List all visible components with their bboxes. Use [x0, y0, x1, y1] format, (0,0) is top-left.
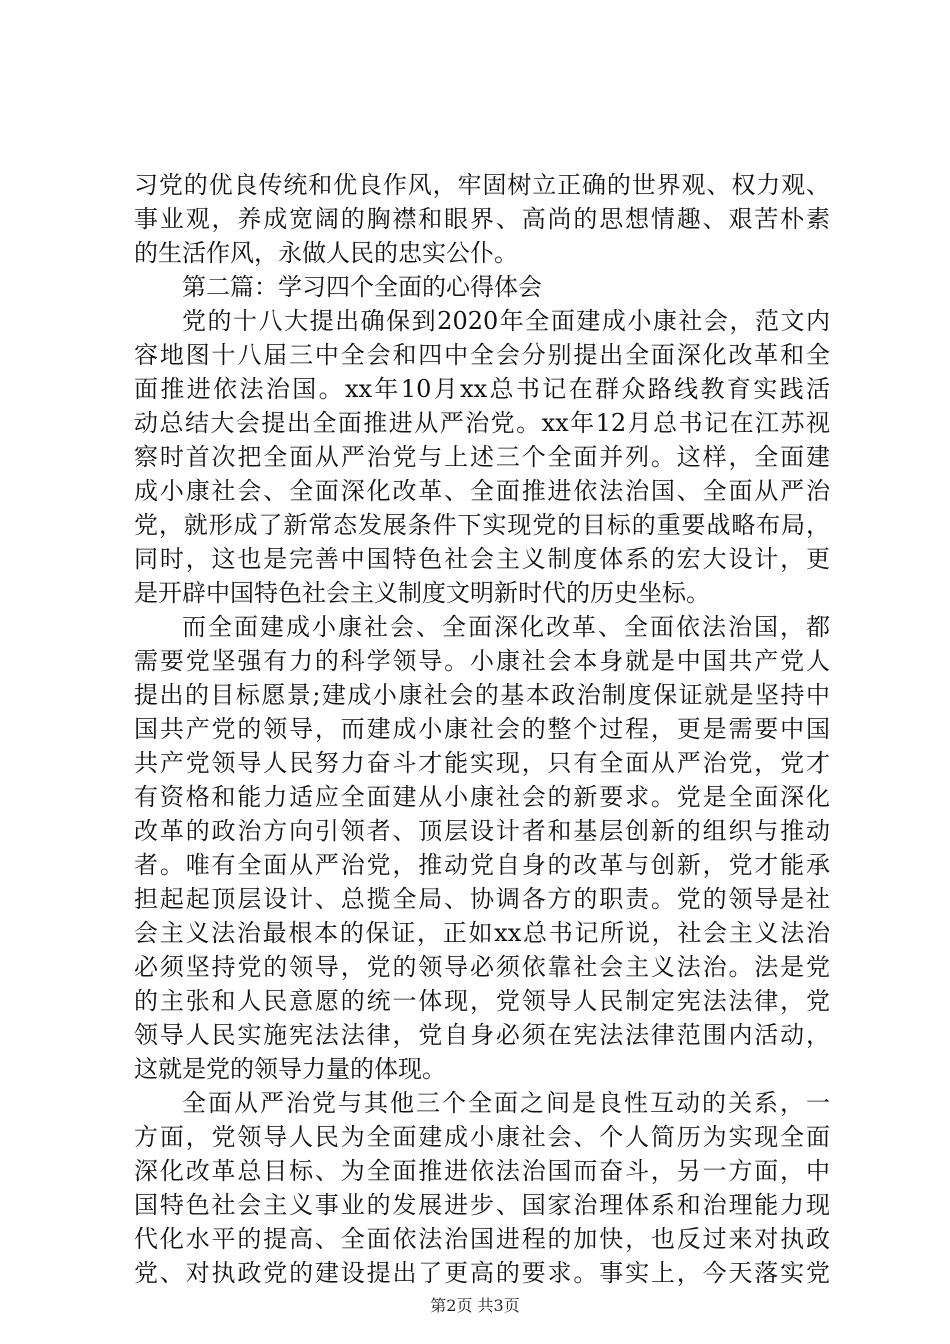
text-line: 会主义法治最根本的保证，正如xx总书记所说，社会主义法治 — [134, 919, 830, 947]
text-line: 深化改革总目标、为全面推进依法治国而奋斗，另一方面，中 — [134, 1157, 830, 1185]
text-line: 国共产党的领导，而建成小康社会的整个过程，更是需要中国 — [134, 715, 830, 743]
text-line: 成小康社会、全面深化改革、全面推进依法治国、全面从严治 — [134, 477, 830, 505]
text-line: 察时首次把全面从严治党与上述三个全面并列。这样，全面建 — [134, 443, 830, 471]
text-line: 全面从严治党与其他三个全面之间是良性互动的关系，一 — [182, 1089, 830, 1117]
text-line: 领导人民实施宪法法律，党自身必须在宪法法律范围内活动， — [134, 1021, 830, 1049]
text-line: 第二篇：学习四个全面的心得体会 — [182, 273, 542, 301]
text-line: 容地图十八届三中全会和四中全会分别提出全面深化改革和全 — [134, 341, 830, 369]
text-line: 者。唯有全面从严治党，推动党自身的改革与创新，党才能承 — [134, 851, 830, 879]
text-line: 共产党领导人民努力奋斗才能实现，只有全面从严治党，党才 — [134, 749, 830, 777]
text-line: 有资格和能力适应全面建从小康社会的新要求。党是全面深化 — [134, 783, 830, 811]
text-line: 同时，这也是完善中国特色社会主义制度体系的宏大设计，更 — [134, 545, 830, 573]
text-line: 改革的政治方向引领者、顶层设计者和基层创新的组织与推动 — [134, 817, 830, 845]
page-footer: 第2页 共3页 — [430, 1296, 520, 1315]
text-line: 方面，党领导人民为全面建成小康社会、个人简历为实现全面 — [134, 1123, 830, 1151]
text-line: 面推进依法治国。xx年10月xx总书记在群众路线教育实践活 — [134, 375, 830, 403]
text-line: 需要党坚强有力的科学领导。小康社会本身就是中国共产党人 — [134, 647, 830, 675]
text-line: 必须坚持党的领导，党的领导必须依靠社会主义法治。法是党 — [134, 953, 830, 981]
text-line: 而全面建成小康社会、全面深化改革、全面依法治国，都 — [182, 613, 830, 641]
text-line: 党、对执政党的建设提出了更高的要求。事实上，今天落实党 — [134, 1259, 830, 1287]
text-line: 动总结大会提出全面推进从严治党。xx年12月总书记在江苏视 — [134, 409, 830, 437]
text-line: 党，就形成了新常态发展条件下实现党的目标的重要战略布局， — [134, 511, 830, 539]
text-line: 党的十八大提出确保到2020年全面建成小康社会，范文内 — [182, 307, 830, 335]
text-line: 的生活作风，永做人民的忠实公仆。 — [134, 239, 518, 267]
text-line: 是开辟中国特色社会主义制度文明新时代的历史坐标。 — [134, 579, 710, 607]
document-body — [134, 168, 830, 1290]
text-line: 担起起顶层设计、总揽全局、协调各方的职责。党的领导是社 — [134, 885, 830, 913]
text-line: 提出的目标愿景;建成小康社会的基本政治制度保证就是坚持中 — [134, 681, 830, 709]
text-line: 代化水平的提高、全面依法治国进程的加快，也反过来对执政 — [134, 1225, 830, 1253]
text-line: 这就是党的领导力量的体现。 — [134, 1055, 446, 1083]
text-line: 事业观，养成宽阔的胸襟和眼界、高尚的思想情趣、艰苦朴素 — [134, 205, 830, 233]
text-line: 习党的优良传统和优良作风，牢固树立正确的世界观、权力观、 — [134, 171, 830, 199]
text-line: 的主张和人民意愿的统一体现，党领导人民制定宪法法律，党 — [134, 987, 830, 1015]
text-line: 国特色社会主义事业的发展进步、国家治理体系和治理能力现 — [134, 1191, 830, 1219]
